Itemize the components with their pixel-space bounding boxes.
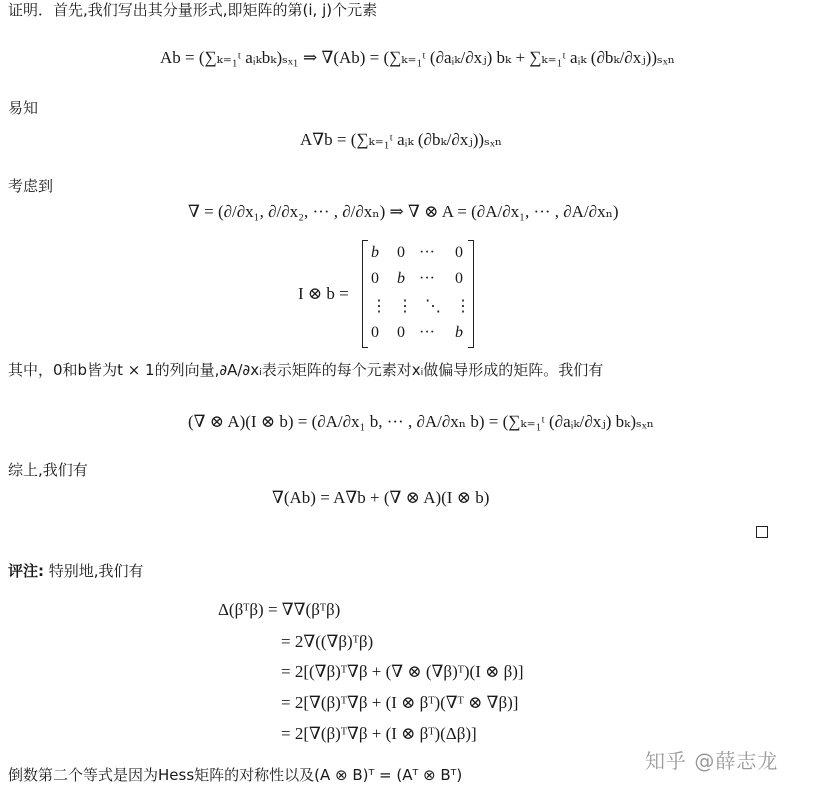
watermark: 知乎 @薛志龙 [645,749,779,773]
remark-label: 评注: [8,562,44,580]
matrix-cell: ⋮ [455,298,471,315]
equation-1: Ab = (∑ₖ₌₁ᵗ aᵢₖbₖ)ₛₓ₁ ⇒ ∇(Ab) = (∑ₖ₌₁ᵗ (∂aᵢₖ/∂xⱼ) bₖ + ∑ₖ₌₁ᵗ aᵢₖ (∂bₖ/∂xⱼ))ₛₓₙ [160,48,676,67]
qed-square [756,526,768,538]
matrix-cell: ⋮ [371,298,387,315]
matrix-cell: 0 [397,324,405,341]
matrix-cell: ··· [419,244,435,261]
remark-line [8,561,144,581]
matrix-cell: 0 [371,270,379,287]
equation-3: ∇ = (∂/∂x₁, ∂/∂x₂, ··· , ∂/∂xₙ) ⇒ ∇ ⊗ A = (∂A/∂x₁, ··· , ∂A/∂xₙ) [188,202,619,221]
matrix-cell: ⋮ [397,298,413,315]
matrix-cell: b [371,244,379,261]
matrix-cell: ··· [419,324,435,341]
equation-5: (∇ ⊗ A)(I ⊗ b) = (∂A/∂x₁ b, ··· , ∂A/∂xₙ b) = (∑ₖ₌₁ᵗ (∂aᵢₖ/∂xⱼ) bₖ)ₛₓₙ [188,412,654,431]
text-easy-to-know: 易知 [8,99,39,117]
derivation-line-5: = 2[∇(β)ᵀ∇β + (I ⊗ βᵀ)(Δβ)] [281,724,477,743]
matrix-cell: ⋱ [425,298,441,315]
derivation-line-1: Δ(βᵀβ) = ∇∇(βᵀβ) [218,600,341,619]
proof-intro: 证明．首先,我们写出其分量形式,即矩阵的第(i, j)个元素 [8,1,378,19]
equation-6: ∇(Ab) = A∇b + (∇ ⊗ A)(I ⊗ b) [272,488,490,507]
closing-note: 倒数第二个等式是因为Hess矩阵的对称性以及(A ⊗ B)ᵀ = (Aᵀ ⊗ Bᵀ) [8,766,463,784]
text-consider: 考虑到 [8,177,54,195]
matrix-cell: b [455,324,463,341]
equation-2: A∇b = (∑ₖ₌₁ᵗ aᵢₖ (∂bₖ/∂xⱼ))ₛₓₙ [300,130,503,149]
derivation-line-4: = 2[∇(β)ᵀ∇β + (I ⊗ βᵀ)(∇ᵀ ⊗ ∇β)] [281,693,519,712]
text-in-summary: 综上,我们有 [8,461,88,479]
derivation-line-2: = 2∇((∇β)ᵀβ) [281,632,374,651]
equation-4-lhs: I ⊗ b = [298,284,349,303]
matrix-cell: 0 [455,244,463,261]
remark-text: 特别地,我们有 [44,562,144,580]
matrix-cell: ··· [419,270,435,287]
text-where: 其中，0和b皆为t × 1的列向量,∂A/∂xᵢ表示矩阵的每个元素对xᵢ做偏导形成的矩阵。我们有 [8,361,604,379]
identity-kron-b-matrix [362,240,474,348]
matrix-cell: 0 [397,244,405,261]
matrix-cell: b [397,270,405,287]
derivation-line-3: = 2[(∇β)ᵀ∇β + (∇ ⊗ (∇β)ᵀ)(I ⊗ β)] [281,662,524,681]
matrix-cell: 0 [371,324,379,341]
matrix-cell: 0 [455,270,463,287]
